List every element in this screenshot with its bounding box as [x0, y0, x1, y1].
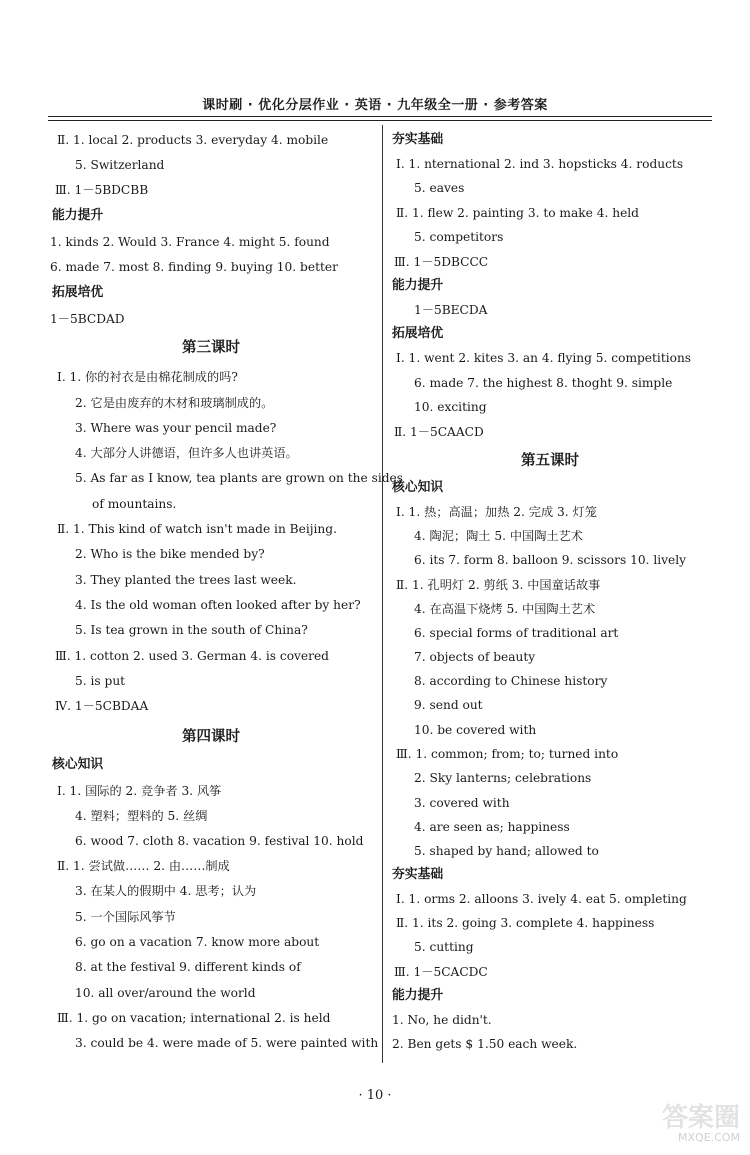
lesson-heading: 第四课时	[182, 729, 240, 745]
answer-line: 3. could be 4. were made of 5. were painted with	[75, 1036, 379, 1050]
section-heading: 拓展培优	[392, 326, 444, 341]
answer-line: 6. made 7. the highest 8. thoght 9. simple	[414, 376, 673, 390]
answer-line: 7. objects of beauty	[414, 650, 536, 664]
answer-line: 3. Where was your pencil made?	[75, 421, 277, 435]
section-heading: 能力提升	[392, 278, 444, 293]
answer-line: 5. As far as I know, tea plants are grown on the sides	[75, 471, 404, 485]
answer-line: 1－5BCDAD	[50, 312, 125, 326]
answer-line: 9. send out	[414, 698, 483, 712]
answer-line: 1－5BECDA	[414, 303, 488, 317]
page-header: 课时刷 · 优化分层作业 · 英语 · 九年级全一册 · 参考答案	[202, 98, 548, 113]
answer-line: 2. Sky lanterns; celebrations	[414, 771, 592, 785]
section-heading: 拓展培优	[52, 285, 104, 300]
answer-line: 5. 一个国际风筝节	[75, 910, 176, 924]
answer-line: Ⅲ. 1－5DBCCC	[394, 255, 489, 269]
answer-line: Ⅲ. 1. cotton 2. used 3. German 4. is covered	[55, 649, 329, 663]
answer-line: Ⅲ. 1. common; from; to; turned into	[396, 747, 619, 761]
answer-line: 3. covered with	[414, 796, 510, 810]
answer-line: Ⅳ. 1－5CBDAA	[55, 699, 149, 713]
answer-line: 8. according to Chinese history	[414, 674, 608, 688]
answer-line: 5. shaped by hand; allowed to	[414, 844, 599, 858]
answer-line: Ⅱ. 1－5CAACD	[394, 425, 484, 439]
section-heading: 夯实基础	[392, 867, 444, 882]
answer-line: 4. 在高温下烧烤 5. 中国陶土艺术	[414, 602, 596, 616]
answer-line: 4. are seen as; happiness	[414, 820, 570, 834]
answer-line: Ⅰ. 1. 你的衬衣是由棉花制成的吗?	[57, 370, 238, 384]
answer-line: 4. 陶泥；陶土 5. 中国陶土艺术	[414, 529, 583, 543]
answer-line: 5. eaves	[414, 181, 465, 195]
answer-line: Ⅰ. 1. went 2. kites 3. an 4. flying 5. competitions	[396, 351, 692, 365]
answer-line: 5. Switzerland	[75, 158, 165, 172]
answer-line: Ⅲ. 1－5CACDC	[394, 965, 488, 979]
answer-line: Ⅲ. 1. go on vacation; international 2. is held	[57, 1011, 331, 1025]
answer-line: 10. be covered with	[414, 723, 537, 737]
answer-line: 10. all over/around the world	[75, 986, 256, 1000]
answer-line: 1. No, he didn't.	[392, 1013, 492, 1027]
header-rule	[48, 116, 712, 117]
answer-line: Ⅱ. 1. 尝试做…… 2. 由……制成	[57, 859, 230, 873]
answer-line: 5. is put	[75, 674, 126, 688]
lesson-heading: 第三课时	[182, 340, 240, 356]
answer-line: Ⅰ. 1. 热；高温；加热 2. 完成 3. 灯笼	[396, 505, 597, 519]
answer-line: Ⅱ. 1. This kind of watch isn't made in Beijing.	[57, 522, 337, 536]
answer-line: 3. They planted the trees last week.	[75, 573, 297, 587]
answer-line: Ⅲ. 1－5BDCBB	[55, 183, 149, 197]
section-heading: 核心知识	[392, 480, 444, 495]
answer-line: 5. competitors	[414, 230, 504, 244]
header-rule-thin	[48, 120, 712, 121]
answer-line: 2. 它是由废弃的木材和玻璃制成的。	[75, 396, 274, 410]
watermark-top: 答案圈	[661, 1103, 740, 1133]
answer-line: 1. kinds 2. Would 3. France 4. might 5. found	[50, 235, 330, 249]
lesson-heading: 第五课时	[521, 453, 579, 469]
answer-line: 6. special forms of traditional art	[414, 626, 619, 640]
column-divider	[382, 125, 383, 1063]
answer-line: of mountains.	[92, 497, 177, 511]
answer-line: Ⅰ. 1. nternational 2. ind 3. hopsticks 4. roducts	[396, 157, 684, 171]
section-heading: 夯实基础	[392, 132, 444, 147]
answer-line: 4. 大部分人讲德语，但许多人也讲英语。	[75, 446, 298, 460]
answer-line: Ⅱ. 1. 孔明灯 2. 剪纸 3. 中国童话故事	[396, 578, 601, 592]
section-heading: 能力提升	[392, 988, 444, 1003]
answer-line: Ⅱ. 1. flew 2. painting 3. to make 4. held	[396, 206, 639, 220]
answer-line: 4. 塑料；塑料的 5. 丝绸	[75, 809, 208, 823]
answer-line: 4. Is the old woman often looked after by her?	[75, 598, 361, 612]
answer-line: 2. Ben gets $ 1.50 each week.	[392, 1037, 578, 1051]
answer-line: 6. wood 7. cloth 8. vacation 9. festival 10. hold	[75, 834, 364, 848]
watermark-logo	[600, 1105, 740, 1145]
section-heading: 核心知识	[52, 757, 104, 772]
answer-line: 6. made 7. most 8. finding 9. buying 10. better	[50, 260, 338, 274]
section-heading: 能力提升	[52, 208, 104, 223]
answer-line: Ⅰ. 1. orms 2. alloons 3. ively 4. eat 5. ompleting	[396, 892, 687, 906]
answer-line: 6. go on a vacation 7. know more about	[75, 935, 320, 949]
page-number: · 10 ·	[358, 1088, 392, 1103]
watermark-bottom: MXQE.COM	[678, 1131, 740, 1144]
answer-line: 5. cutting	[414, 940, 474, 954]
answer-line: 3. 在某人的假期中 4. 思考；认为	[75, 884, 257, 898]
answer-line: 6. its 7. form 8. balloon 9. scissors 10. lively	[414, 553, 687, 567]
answer-line: 5. Is tea grown in the south of China?	[75, 623, 308, 637]
answer-line: 10. exciting	[414, 400, 487, 414]
answer-line: 2. Who is the bike mended by?	[75, 547, 265, 561]
answer-line: 8. at the festival 9. different kinds of	[75, 960, 301, 974]
answer-line: Ⅱ. 1. its 2. going 3. complete 4. happiness	[396, 916, 655, 930]
answer-line: Ⅱ. 1. local 2. products 3. everyday 4. mobile	[57, 133, 329, 147]
answer-line: Ⅰ. 1. 国际的 2. 竞争者 3. 风筝	[57, 784, 222, 798]
